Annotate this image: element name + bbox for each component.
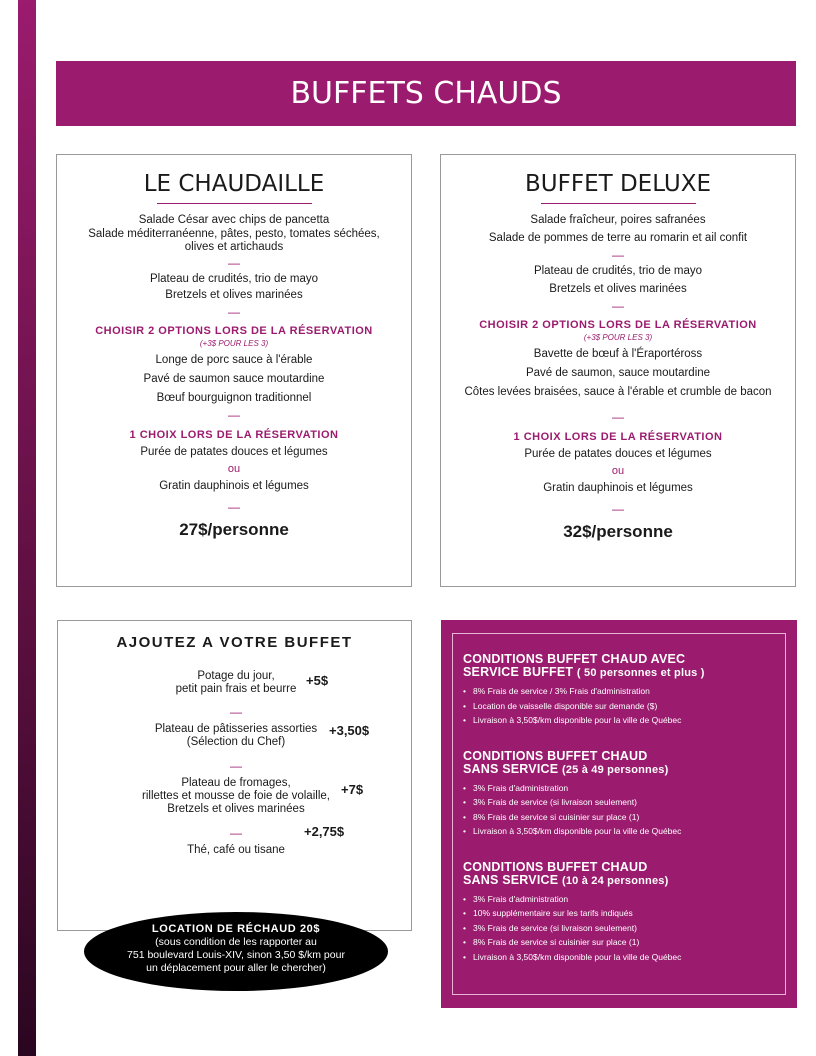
header-banner xyxy=(56,61,796,126)
rechaud-line: (sous condition de les rapporter au xyxy=(155,936,317,948)
addon-price: +3,50$ xyxy=(329,723,370,738)
rechaud-line: 751 boulevard Louis-XIV, sinon 3,50 $/km pour xyxy=(127,949,345,961)
menu-item: Bretzels et olives marinées xyxy=(165,289,303,301)
menu-item: Pavé de saumon sauce moutardine xyxy=(143,373,325,385)
list-item: • Location de vaisselle disponible sur demande ($) xyxy=(463,699,785,714)
rechaud-title: LOCATION DE RÉCHAUD 20$ xyxy=(151,923,321,935)
dash-separator: — xyxy=(228,408,240,422)
menu-item: olives et artichauds xyxy=(184,241,284,253)
dash-separator: — xyxy=(612,502,624,516)
dash-separator: — xyxy=(228,305,240,319)
addon-item: Potage du jour, petit pain frais et beurre +5$ xyxy=(175,670,329,695)
addons-card xyxy=(57,620,412,931)
addons-title: AJOUTEZ A VOTRE BUFFET xyxy=(116,634,353,651)
option-heading: CHOISIR 2 OPTIONS LORS DE LA RÉSERVATION xyxy=(95,325,373,337)
option-note: (+3$ POUR LES 3) xyxy=(199,339,269,348)
list-item: • 10% supplémentaire sur les tarifs indiqués xyxy=(463,906,785,921)
or-label: ou xyxy=(611,465,625,477)
list-item: • 8% Frais de service si cuisinier sur place (1) xyxy=(463,935,785,950)
conditions-frame xyxy=(452,633,786,995)
or-label: ou xyxy=(227,463,241,475)
condition-title: CONDITIONS BUFFET CHAUD AVEC SERVICE BUFFET ( 50 personnes et plus ) xyxy=(463,652,705,679)
list-item: • 3% Frais de service (si livraison seulement) xyxy=(463,921,785,936)
list-item: • Livraison à 3,50$/km disponible pour la ville de Québec xyxy=(463,713,785,728)
side-accent-bar xyxy=(18,0,36,1056)
condition-list xyxy=(463,781,785,839)
menu-item: Plateau de crudités, trio de mayo xyxy=(149,273,319,285)
dash-separator: — xyxy=(612,248,624,262)
menu-item: Purée de patates douces et légumes xyxy=(140,446,328,458)
addon-item: Plateau de fromages, rillettes et mousse de foie de volaille, Bretzels et olives marinées +7$ xyxy=(142,777,364,815)
price-label: 32$/personne xyxy=(563,522,673,541)
list-item: • Livraison à 3,50$/km disponible pour la ville de Québec xyxy=(463,824,785,839)
menu-item: Salade César avec chips de pancetta xyxy=(138,214,330,226)
option-heading: CHOISIR 2 OPTIONS LORS DE LA RÉSERVATION xyxy=(479,319,757,331)
dash-separator: — xyxy=(612,299,624,313)
dash-separator: — xyxy=(228,256,240,270)
menu-item: Gratin dauphinois et légumes xyxy=(543,482,693,494)
title-divider xyxy=(541,203,696,204)
rechaud-rental-badge xyxy=(84,912,388,991)
dash-separator: — xyxy=(228,500,240,514)
menu-card-chaudaille xyxy=(56,154,412,587)
menu-item: Côtes levées braisées, sauce à l'érable et crumble de bacon xyxy=(464,386,772,398)
list-item: • 3% Frais de service (si livraison seulement) xyxy=(463,795,785,810)
list-item: • Livraison à 3,50$/km disponible pour la ville de Québec xyxy=(463,950,785,965)
dash-separator: — xyxy=(230,705,242,719)
menu-item: Salade de pommes de terre au romarin et ail confit xyxy=(488,232,748,244)
price-label: 27$/personne xyxy=(179,520,289,539)
condition-list xyxy=(463,684,785,728)
addon-item: Plateau de pâtisseries assorties (Sélection du Chef) +3,50$ xyxy=(154,723,370,748)
menu-item: Longe de porc sauce à l'érable xyxy=(155,354,313,366)
menu-item: Salade fraîcheur, poires safranées xyxy=(530,214,706,226)
condition-list xyxy=(463,892,785,965)
card-title: BUFFET DELUXE xyxy=(525,171,711,197)
addon-price: +2,75$ xyxy=(304,824,345,839)
addon-price: +5$ xyxy=(306,673,329,688)
card-title: LE CHAUDAILLE xyxy=(143,171,325,197)
dash-separator: — xyxy=(230,759,242,773)
menu-card-deluxe xyxy=(440,154,796,587)
list-item: • 8% Frais de service / 3% Frais d'administration xyxy=(463,684,785,699)
rechaud-line: un déplacement pour aller le chercher) xyxy=(146,962,326,974)
list-item: • 3% Frais d'administration xyxy=(463,892,785,907)
list-item: • 3% Frais d'administration xyxy=(463,781,785,796)
menu-item: Gratin dauphinois et légumes xyxy=(159,480,309,492)
menu-item: Bœuf bourguignon traditionnel xyxy=(156,392,312,404)
menu-item: Plateau de crudités, trio de mayo xyxy=(533,265,703,277)
condition-title: CONDITIONS BUFFET CHAUD SANS SERVICE (25 à 49 personnes) xyxy=(463,748,669,776)
menu-item: Pavé de saumon, sauce moutardine xyxy=(525,367,711,379)
menu-item: Bretzels et olives marinées xyxy=(549,283,687,295)
addon-price: +7$ xyxy=(341,782,364,797)
dash-separator: — xyxy=(230,826,242,840)
list-item: • 8% Frais de service si cuisinier sur place (1) xyxy=(463,810,785,825)
menu-item: Salade méditerranéenne, pâtes, pesto, tomates séchées, xyxy=(88,228,380,240)
title-divider xyxy=(157,203,312,204)
dash-separator: — xyxy=(612,410,624,424)
conditions-panel xyxy=(441,620,797,1008)
menu-item: Purée de patates douces et légumes xyxy=(524,448,712,460)
page-title: BUFFETS CHAUDS xyxy=(290,76,562,111)
choice-heading: 1 CHOIX LORS DE LA RÉSERVATION xyxy=(129,429,339,441)
condition-title: CONDITIONS BUFFET CHAUD SANS SERVICE (10 à 24 personnes) xyxy=(463,859,669,887)
choice-heading: 1 CHOIX LORS DE LA RÉSERVATION xyxy=(513,431,723,443)
addon-item: Thé, café ou tisane +2,75$ xyxy=(187,824,345,856)
option-note: (+3$ POUR LES 3) xyxy=(583,333,653,342)
menu-item: Bavette de bœuf à l'Éraportéross xyxy=(533,348,703,360)
